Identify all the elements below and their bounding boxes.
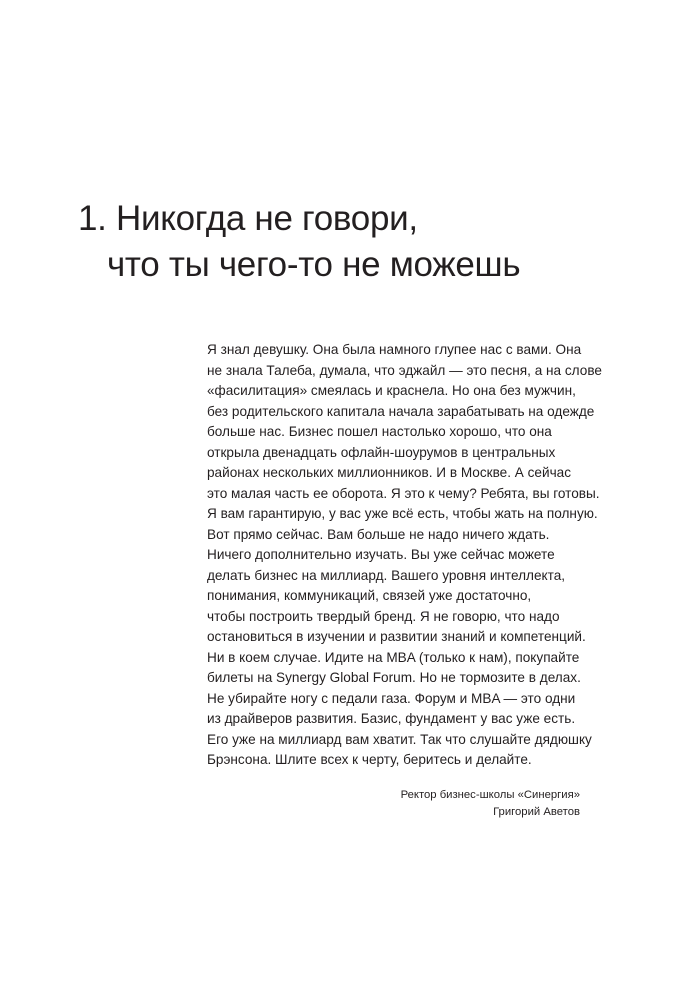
quote-line: остановиться в изучении и развитии знаний и компетенций.: [207, 629, 586, 644]
quote-line: чтобы построить твердый бренд. Я не говорю, что надо: [207, 608, 560, 624]
quote-line: Его уже на миллиард вам хватит. Так что слушайте дядюшку: [207, 731, 592, 747]
quote-line: Ни в коем случае. Идите на MBA (только к нам), покупайте: [207, 649, 580, 665]
quote-line: не знала Талеба, думала, что эджайл — это песня, а на слове: [207, 362, 602, 378]
quote-line: это малая часть ее оборота. Я это к чему? Ребята, вы готовы.: [207, 485, 600, 501]
chapter-title-line: что ты чего-то не можешь: [107, 245, 521, 284]
attribution-role: Ректор бизнес-школы «Синергия»: [400, 789, 580, 801]
quote-attribution: [401, 787, 580, 821]
quote-line: Я вам гарантирую, у вас уже всё есть, чтобы жать на полную.: [207, 506, 598, 521]
quote-line: делать бизнес на миллиард. Вашего уровня интеллекта,: [207, 567, 566, 583]
quote-line: районах нескольких миллионников. И в Москве. А сейчас: [207, 465, 572, 480]
chapter-title: [78, 196, 638, 288]
quote-line: больше нас. Бизнес пошел настолько хорошо, что она: [207, 424, 552, 439]
quote-line: Вот прямо сейчас. Вам больше не надо ничего ждать.: [207, 526, 550, 542]
quote-line: без родительского капитала начала зарабатывать на одежде: [207, 403, 595, 419]
quote-line: открыла двенадцать офлайн-шоурумов в центральных: [207, 444, 556, 460]
quote-line: из драйверов развития. Базис, фундамент у вас уже есть.: [207, 711, 576, 726]
quote-paragraph: [207, 340, 602, 771]
quote-line: понимания, коммуникаций, связей уже достаточно,: [207, 588, 532, 603]
quote-line: «фасилитация» смеялась и краснела. Но она без мужчин,: [207, 383, 576, 398]
attribution-name: Григорий Аветов: [493, 806, 580, 818]
quote-line: Я знал девушку. Она была намного глупее нас с вами. Она: [207, 342, 582, 357]
quote-line: Ничего дополнительно изучать. Вы уже сейчас можете: [207, 547, 555, 562]
quote-line: билеты на Synergy Global Forum. Но не тормозите в делах.: [207, 670, 581, 685]
quote-line: Не убирайте ногу с педали газа. Форум и MBA — это одни: [207, 690, 576, 706]
quote-line: Брэнсона. Шлите всех к черту, беритесь и делайте.: [207, 752, 532, 767]
chapter-title-line: 1. Никогда не говори,: [78, 199, 418, 238]
